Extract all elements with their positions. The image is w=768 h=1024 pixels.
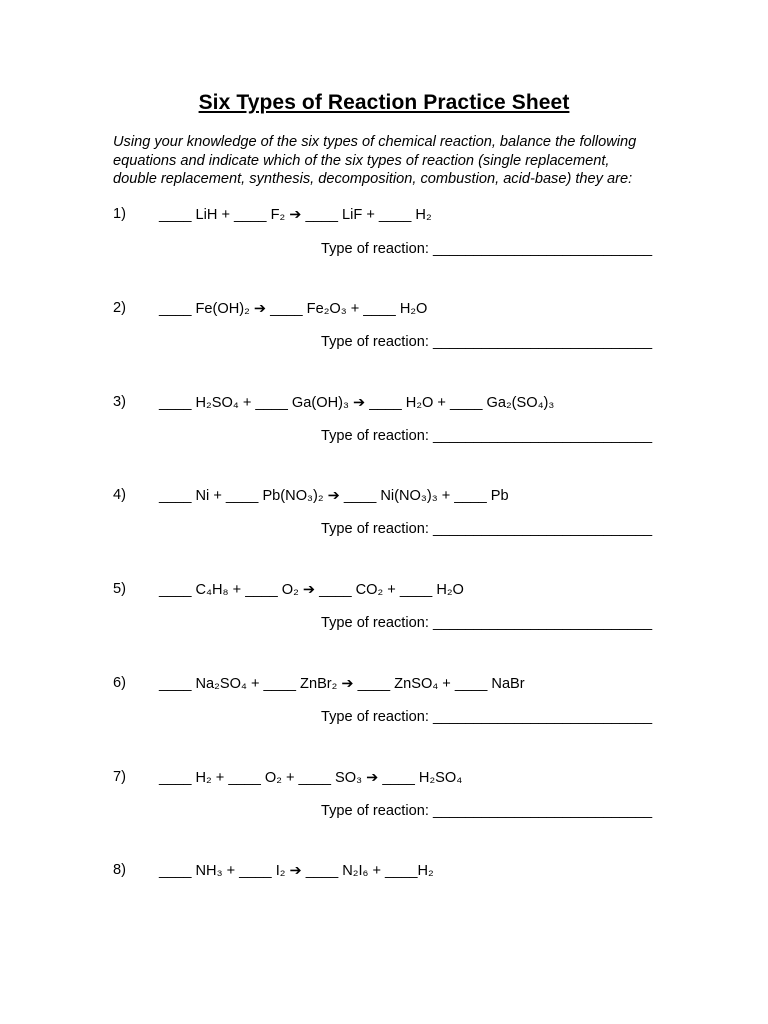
equation: ____ H₂ + ____ O₂ + ____ SO₃ ➔ ____ H₂SO₄ — [159, 770, 463, 786]
reaction-type-answer-line[interactable]: Type of reaction: ___________________________ — [321, 241, 653, 257]
problem-number: 4) — [113, 487, 126, 503]
problem-number: 2) — [113, 300, 126, 316]
equation: ____ Fe(OH)₂ ➔ ____ Fe₂O₃ + ____ H₂O — [159, 301, 428, 317]
instructions-line: Using your knowledge of the six types of chemical reaction, balance the following — [113, 134, 637, 150]
equation: ____ LiH + ____ F₂ ➔ ____ LiF + ____ H₂ — [159, 207, 432, 223]
equation: ____ C₄H₈ + ____ O₂ ➔ ____ CO₂ + ____ H₂O — [159, 582, 464, 598]
problem-number: 7) — [113, 769, 126, 785]
equation: ____ Na₂SO₄ + ____ ZnBr₂ ➔ ____ ZnSO₄ + ____ NaBr — [159, 676, 525, 692]
equation: ____ NH₃ + ____ I₂ ➔ ____ N₂I₆ + ____H₂ — [159, 863, 434, 879]
reaction-type-answer-line[interactable]: Type of reaction: ___________________________ — [321, 334, 653, 350]
instructions-line: double replacement, synthesis, decomposition, combustion, acid-base) they are: — [113, 171, 633, 187]
problem-number: 6) — [113, 675, 126, 691]
equation: ____ H₂SO₄ + ____ Ga(OH)₃ ➔ ____ H₂O + ____ Ga₂(SO₄)₃ — [159, 395, 555, 411]
reaction-type-answer-line[interactable]: Type of reaction: ___________________________ — [321, 428, 653, 444]
problem-number: 3) — [113, 394, 126, 410]
equation: ____ Ni + ____ Pb(NO₃)₂ ➔ ____ Ni(NO₃)₃ + ____ Pb — [159, 488, 509, 504]
reaction-type-answer-line[interactable]: Type of reaction: ___________________________ — [321, 521, 653, 537]
reaction-type-answer-line[interactable]: Type of reaction: ___________________________ — [321, 803, 653, 819]
problem-number: 8) — [113, 862, 126, 878]
problem-number: 5) — [113, 581, 126, 597]
instructions — [113, 133, 673, 189]
page-title: Six Types of Reaction Practice Sheet — [198, 91, 570, 114]
reaction-type-answer-line[interactable]: Type of reaction: ___________________________ — [321, 709, 653, 725]
problem-number: 1) — [113, 206, 126, 222]
reaction-type-answer-line[interactable]: Type of reaction: ___________________________ — [321, 615, 653, 631]
instructions-line: equations and indicate which of the six types of reaction (single replacement, — [113, 152, 610, 169]
